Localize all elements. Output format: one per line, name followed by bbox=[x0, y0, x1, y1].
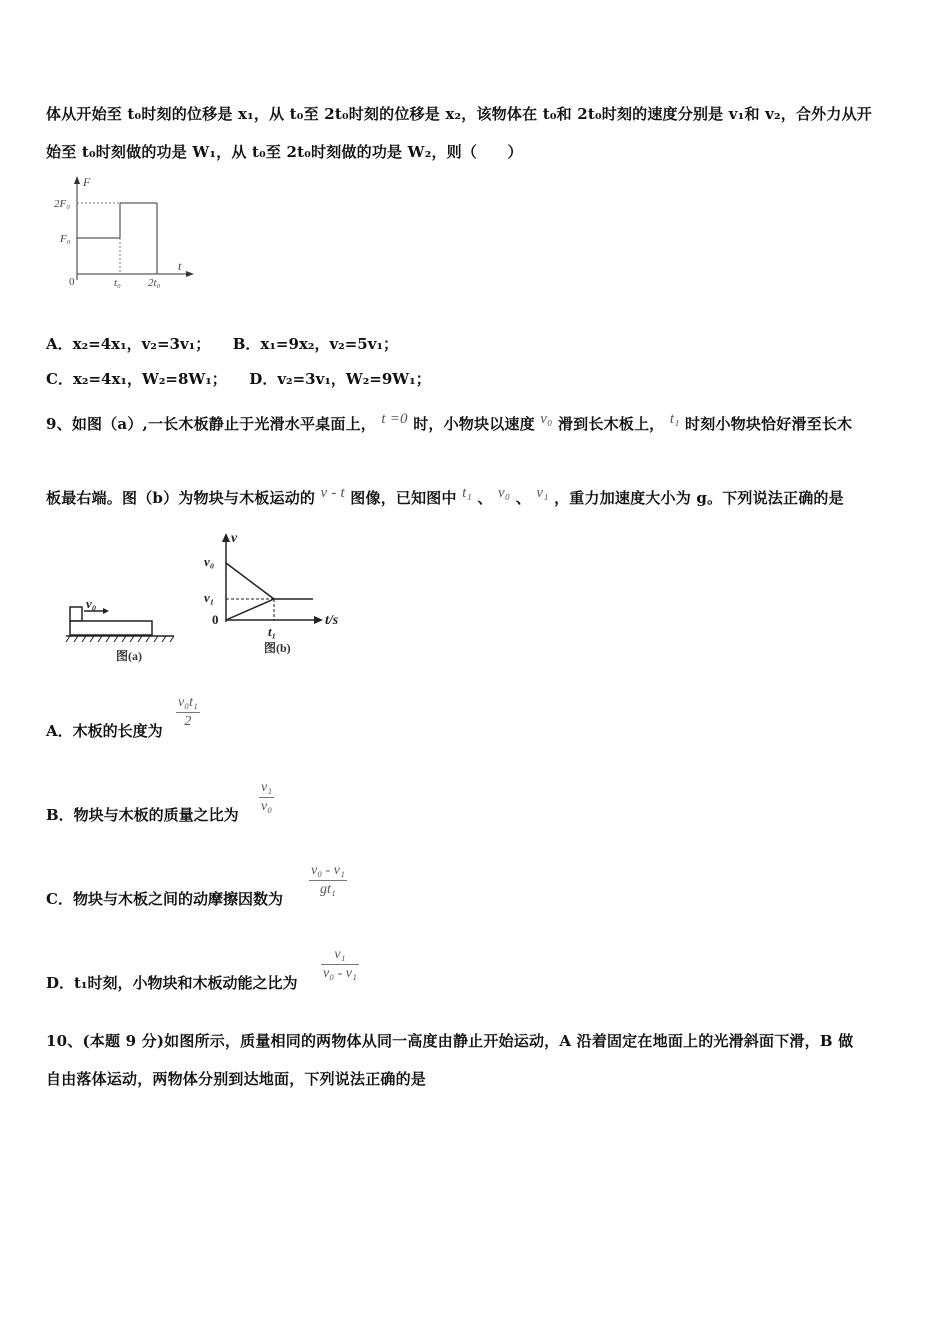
fig-b-y-label: v bbox=[231, 531, 238, 546]
q9-option-c: C．物块与木板之间的动摩擦因数为 bbox=[46, 890, 283, 908]
q10-text-line1: 10、(本题 9 分)如图所示，质量相同的两物体从同一高度由静止开始运动，A 沿着固定在地面上的光滑斜面下滑，B 做 bbox=[46, 1032, 854, 1050]
fig-a-block bbox=[70, 607, 82, 621]
q8-text-line2: 始至 t₀时刻做的功是 W₁，从 t₀至 2t₀时刻做的功是 W₂，则（ ） bbox=[46, 143, 523, 161]
frac-b-den: v₀ bbox=[261, 799, 273, 814]
q9-math-t1b: t₁ bbox=[462, 485, 472, 501]
q9-l2a: 板最右端。图（b）为物块与木板运动的 bbox=[46, 489, 316, 507]
fig-b-x-label: t/s bbox=[325, 613, 339, 628]
y-axis-label: F bbox=[83, 175, 91, 189]
x-axis-label: t bbox=[178, 259, 182, 273]
q9-figure-b bbox=[200, 528, 360, 658]
y-tick-f0: F₀ bbox=[60, 233, 71, 245]
fig-b-board-velocity bbox=[226, 599, 274, 620]
q9-l2b: 图像，已知图中 bbox=[350, 489, 457, 507]
q9-math-vt: v - t bbox=[320, 485, 345, 501]
q9-text-line2 bbox=[46, 487, 844, 508]
q9-text-line1 bbox=[46, 413, 852, 434]
q9-option-b: B．物块与木板的质量之比为 bbox=[46, 806, 239, 824]
frac-b-num: v₁ bbox=[261, 780, 273, 795]
frac-c-num: v₀ - v₁ bbox=[311, 863, 345, 878]
frac-a-num: v₀t₁ bbox=[178, 695, 198, 710]
fig-b-y-tick-v1: v₁ bbox=[204, 590, 215, 605]
q9-option-a-fraction bbox=[176, 695, 200, 730]
frac-d-den: v₀ - v₁ bbox=[323, 966, 357, 981]
frac-a-den: 2 bbox=[184, 714, 192, 729]
q9-sep1: 、 bbox=[477, 489, 493, 507]
q9-math-t0: t =0 bbox=[381, 411, 408, 427]
q9-option-d: D．t₁时刻，小物块和木板动能之比为 bbox=[46, 974, 298, 992]
q8-force-time-graph bbox=[50, 172, 200, 292]
q8-options-ab: A．x₂=4x₁，v₂=3v₁； B．x₁=9x₂，v₂=5v₁； bbox=[46, 335, 399, 353]
fig-a-v0-label: v₀ bbox=[86, 596, 97, 611]
fig-a-board bbox=[70, 621, 152, 635]
fig-b-y-tick-v0: v₀ bbox=[204, 554, 215, 569]
q8-text-line1: 体从开始至 t₀时刻的位移是 x₁，从 t₀至 2t₀时刻的位移是 x₂，该物体在 t₀和 2t₀时刻的速度分别是 v₁和 v₂，合外力从开 bbox=[46, 105, 872, 123]
x-tick-2t0: 2t₀ bbox=[148, 277, 161, 289]
fig-b-caption: 图(b) bbox=[264, 641, 291, 655]
y-tick-2f0: 2F₀ bbox=[54, 198, 71, 210]
q9-option-a: A．木板的长度为 bbox=[46, 722, 163, 740]
q9-option-c-fraction bbox=[309, 863, 347, 898]
q9-l1b: 时，小物块以速度 bbox=[413, 415, 535, 433]
q9-l1a: 9、如图（a）,一长木板静止于光滑水平桌面上， bbox=[46, 415, 376, 433]
q9-l2c: ，重力加速度大小为 g。下列说法正确的是 bbox=[554, 489, 844, 507]
fig-b-block-velocity bbox=[226, 563, 274, 599]
q9-option-b-fraction bbox=[259, 780, 274, 815]
frac-d-num: v₁ bbox=[334, 947, 346, 962]
q10-text-line2: 自由落体运动，两物体分别到达地面，下列说法正确的是 bbox=[46, 1070, 427, 1088]
q9-figure-a bbox=[60, 590, 185, 670]
fig-a-hatching bbox=[66, 636, 174, 642]
q9-math-v1: v₁ bbox=[536, 485, 549, 501]
q9-option-d-fraction bbox=[321, 947, 359, 982]
q8-options-cd: C．x₂=4x₁，W₂=8W₁； D．v₂=3v₁，W₂=9W₁； bbox=[46, 370, 431, 388]
origin-label: 0 bbox=[69, 276, 75, 288]
fig-a-caption: 图(a) bbox=[116, 649, 142, 663]
frac-c-den: gt₁ bbox=[320, 882, 336, 897]
q9-math-v0: v₀ bbox=[540, 411, 553, 427]
q9-l1c: 滑到长木板上， bbox=[557, 415, 665, 433]
q9-l1d: 时刻小物块恰好滑至长木 bbox=[685, 415, 853, 433]
q9-sep2: 、 bbox=[515, 489, 531, 507]
q9-math-v0b: v₀ bbox=[498, 485, 511, 501]
x-tick-t0: t₀ bbox=[114, 277, 121, 289]
fig-b-origin: 0 bbox=[212, 612, 219, 627]
q9-math-t1: t₁ bbox=[669, 411, 680, 427]
fig-b-x-tick-t1: t₁ bbox=[268, 624, 277, 639]
